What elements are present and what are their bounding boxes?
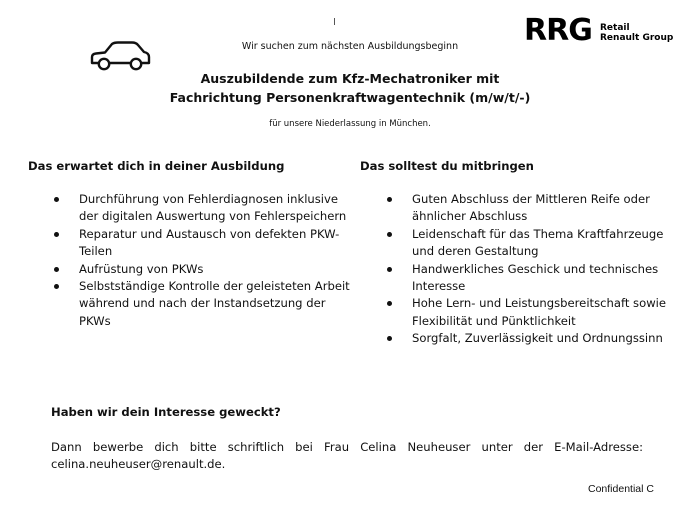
training-list (28, 191, 353, 330)
requirements-column (360, 158, 680, 348)
interest-heading: Haben wir dein Interesse geweckt? (51, 405, 281, 419)
intro-text: Wir suchen zum nächsten Ausbildungsbeginn (241, 41, 459, 52)
location-text: für unsere Niederlassung in München. (269, 119, 431, 129)
list-item: Sorgfalt, Zuverlässigkeit und Ordnungssinn (360, 330, 680, 347)
requirements-list (360, 191, 680, 348)
list-item: Hohe Lern- und Leistungsbereitschaft sowie Flexibilität und Pünktlichkeit (360, 295, 680, 330)
training-heading: Das erwartet dich in deiner Ausbildung (28, 159, 285, 173)
page-marker (334, 18, 335, 25)
job-title (0, 69, 700, 107)
logo-wordmark (600, 23, 673, 43)
logo-line-1: Retail (600, 23, 630, 33)
training-column (28, 158, 353, 330)
confidentiality-label: Confidential C (588, 483, 654, 495)
list-item: Handwerkliches Geschick und technisches Interesse (360, 261, 680, 296)
logo-mark: RRG (524, 13, 592, 48)
list-item: Leidenschaft für das Thema Kraftfahrzeuge und deren Gestaltung (360, 226, 680, 261)
application-text: Dann bewerbe dich bitte schriftlich bei Frau Celina Neuheuser unter der E-Mail-Adresse: celina.neuheuser@renault.de. (51, 440, 643, 472)
list-item: Guten Abschluss der Mittleren Reife oder ähnlicher Abschluss (360, 191, 680, 226)
list-item: Selbstständige Kontrolle der geleisteten Arbeit während und nach der Instandsetzung der PKWs (28, 278, 353, 330)
job-title-line-1: Auszubildende zum Kfz-Mechatroniker mit (200, 71, 500, 86)
list-item: Aufrüstung von PKWs (28, 261, 353, 278)
job-title-line-2: Fachrichtung Personenkraftwagentechnik (m/w/t/-) (169, 90, 531, 105)
requirements-heading: Das solltest du mitbringen (360, 159, 534, 173)
list-item: Durchführung von Fehlerdiagnosen inklusive der digitalen Auswertung von Fehlerspeichern (28, 191, 353, 226)
logo-line-2: Renault Group (600, 33, 674, 43)
list-item: Reparatur und Austausch von defekten PKW-Teilen (28, 226, 353, 261)
